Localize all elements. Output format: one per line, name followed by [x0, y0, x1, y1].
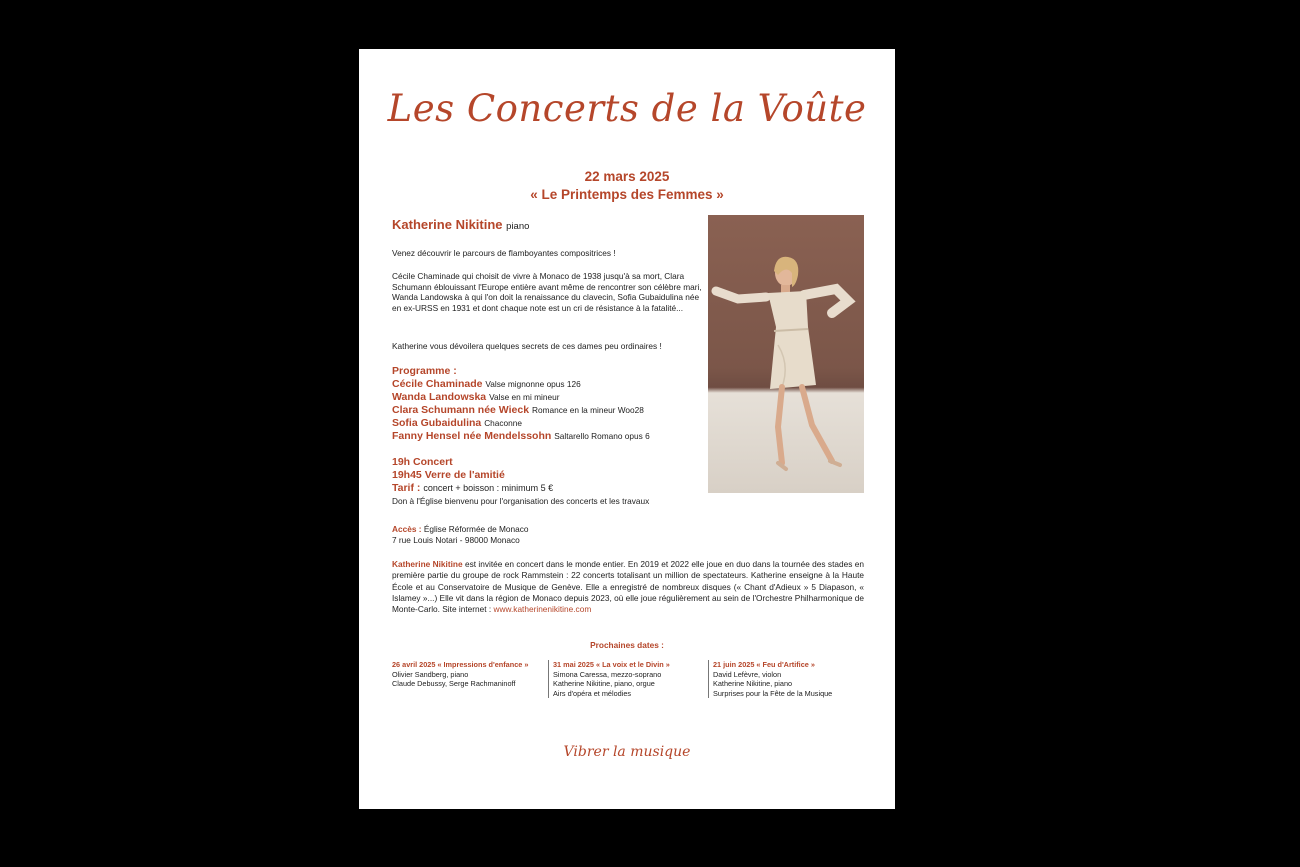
- pianist-figure-image: [708, 215, 864, 493]
- composer-name: Wanda Landowska: [392, 391, 487, 403]
- flyer-title: Les Concerts de la Voûte: [387, 87, 867, 130]
- programme-heading: Programme :: [392, 365, 457, 377]
- access-label: Accès :: [392, 524, 422, 534]
- artist-bio: [392, 559, 864, 615]
- programme-item: [392, 391, 559, 403]
- tarif-value: concert + boisson : minimum 5 €: [423, 483, 554, 493]
- next-dates-heading: Prochaines dates :: [590, 640, 664, 650]
- tarif-line: [392, 482, 553, 494]
- concert-date: 22 mars 2025: [584, 169, 670, 184]
- next-date-column: [708, 660, 832, 698]
- donation-note: Don à l'Église bienvenu pour l'organisation des concerts et les travaux: [392, 496, 650, 506]
- tarif-label: Tarif :: [392, 482, 421, 494]
- next-date-line: Airs d'opéra et mélodies: [553, 688, 632, 698]
- website-link[interactable]: www.katherinenikitine.com: [493, 604, 592, 615]
- bio-text: est invitée en concert dans le monde entier. En 2019 et 2022 elle joue en duo dans la tournée des stades en première partie du groupe de rock Rammstein : 22 concerts totalisant un million de spectateurs. Katherine enseigne à la Haute École et au Conservatoire de Musique de Genève. Elle a enregistré de nombreux disques (« Chant d'Adieux » 5 Diapason, « Islamey »...) Elle vit dans la région de Monaco depuis 2023, où elle joue régulièrement au sein de l'Orchestre Philharmonique de Monte-Carlo. Site internet :: [392, 559, 864, 615]
- artist-line: [392, 217, 529, 232]
- programme-item: [392, 430, 650, 442]
- programme-item: [392, 417, 522, 429]
- programme-item: [392, 378, 581, 390]
- composer-name: Sofia Gubaidulina: [392, 417, 482, 429]
- next-date-line: Olivier Sandberg, piano: [392, 669, 469, 679]
- next-date-header: 21 juin 2025 « Feu d'Artifice »: [713, 660, 815, 669]
- drink-time: 19h45 Verre de l'amitié: [392, 469, 505, 481]
- concert-subtitle: « Le Printemps des Femmes »: [530, 187, 724, 202]
- concert-time: 19h Concert: [392, 456, 453, 468]
- next-date-column: [548, 660, 670, 698]
- intro-text: Venez découvrir le parcours de flamboyantes compositrices !: [392, 248, 616, 258]
- next-date-line: Simona Caressa, mezzo-soprano: [553, 669, 662, 679]
- work-title: Valse en mi mineur: [489, 392, 560, 402]
- composer-name: Cécile Chaminade: [392, 378, 483, 390]
- work-title: Romance en la mineur Woo28: [531, 405, 644, 415]
- work-title: Chaconne: [484, 418, 523, 428]
- next-date-line: Katherine Nikitine, piano, orgue: [553, 679, 655, 689]
- work-title: Valse mignonne opus 126: [485, 379, 581, 389]
- access-address: 7 rue Louis Notari - 98000 Monaco: [392, 535, 520, 545]
- next-date-header: 31 mai 2025 « La voix et le Divin »: [553, 660, 670, 669]
- next-date-header: 26 avril 2025 « Impressions d'enfance »: [392, 660, 529, 669]
- flyer-page: [359, 49, 895, 809]
- access-place: Église Réformée de Monaco: [423, 524, 529, 534]
- next-date-column: [392, 660, 528, 689]
- bio-artist-name: Katherine Nikitine: [392, 559, 463, 569]
- composer-name: Clara Schumann née Wieck: [392, 404, 530, 416]
- programme-item: [392, 404, 644, 416]
- work-title: Saltarello Romano opus 6: [554, 431, 650, 441]
- artist-photo: [708, 215, 864, 493]
- next-date-line: Claude Debussy, Serge Rachmaninoff: [392, 679, 516, 689]
- composer-name: Fanny Hensel née Mendelssohn: [392, 430, 552, 442]
- description-text: Cécile Chaminade qui choisit de vivre à Monaco de 1938 jusqu'à sa mort, Clara Schumann éblouissant l'Europe entière avant même de rencontrer son célèbre mari, Wanda Landowska à qui l'on doit la renaissance du clavecin, Sofia Gubaidulina née en ex-URSS en 1931 et dont chaque note est un cri de résistance à la fatalité...: [392, 271, 702, 313]
- access-line: [392, 524, 529, 534]
- artist-name: Katherine Nikitine: [392, 217, 503, 232]
- secrets-text: Katherine vous dévoilera quelques secrets de ces dames peu ordinaires !: [392, 341, 662, 351]
- next-date-line: David Lefèvre, violon: [713, 669, 782, 679]
- next-date-line: Katherine Nikitine, piano: [713, 679, 793, 689]
- next-date-line: Surprises pour la Fête de la Musique: [713, 688, 833, 698]
- artist-instrument: piano: [506, 221, 530, 232]
- motto: Vibrer la musique: [563, 744, 691, 760]
